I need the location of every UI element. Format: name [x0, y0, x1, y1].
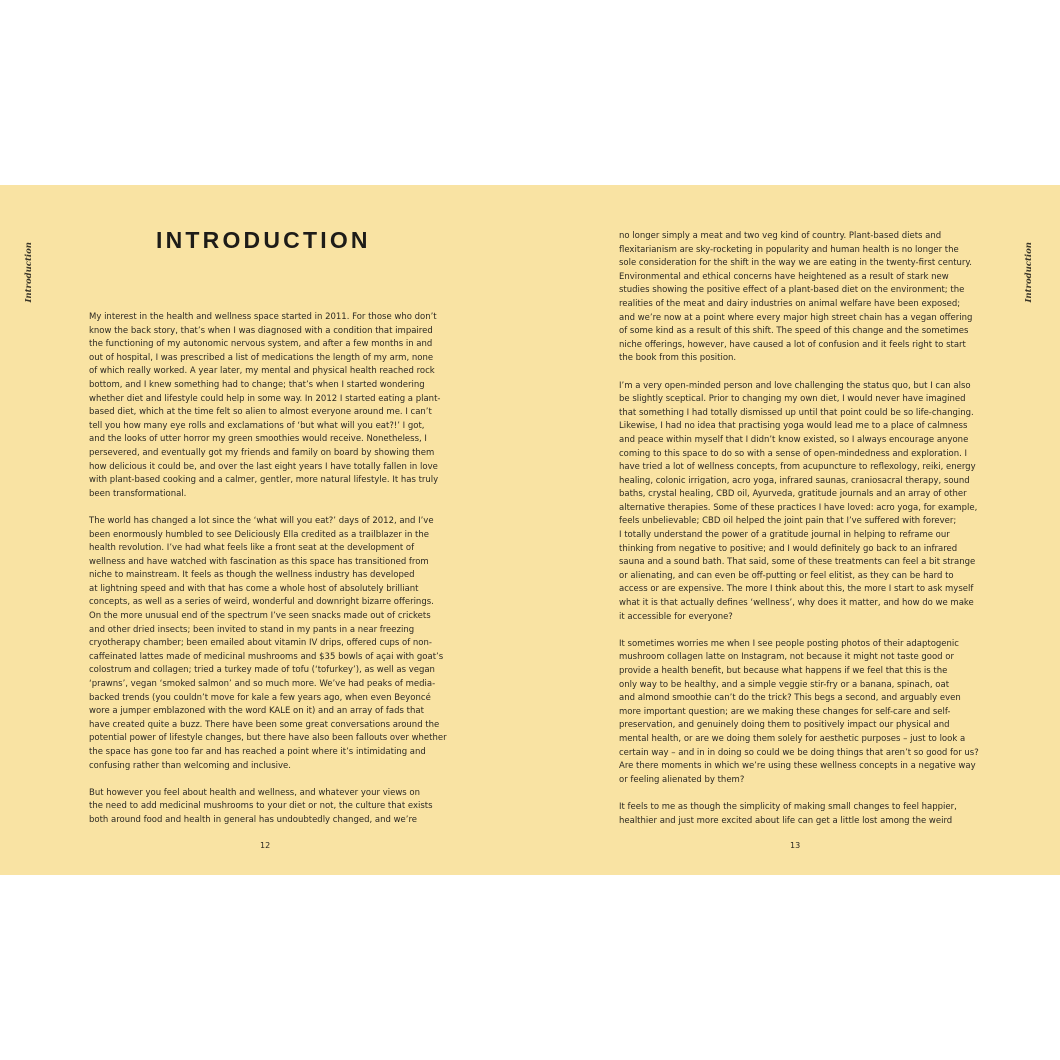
text-line: baths, crystal healing, CBD oil, Ayurveda, gratitude journals and an array of other [619, 489, 967, 500]
left-page-body [89, 311, 449, 841]
text-line: only way to be healthy, and a simple veggie stir-fry or a banana, spinach, oat [619, 679, 950, 690]
text-line: potential power of lifestyle changes, but there have also been fallouts over whether [89, 733, 447, 744]
text-line: have tried a lot of wellness concepts, from acupuncture to reflexology, reiki, energy [619, 462, 976, 473]
paragraph [619, 230, 979, 366]
text-line: ‘prawns’, vegan ‘smoked salmon’ and so much more. We’ve had peaks of media- [89, 679, 436, 690]
text-line: how delicious it could be, and over the last eight years I have totally fallen in love [89, 461, 438, 472]
text-line: Environmental and ethical concerns have heightened as a result of stark new [619, 271, 949, 282]
text-line: and other dried insects; been invited to stand in my pants in a near freezing [89, 624, 415, 635]
text-line: the space has gone too far and has reached a point where it’s intimidating and [89, 747, 426, 757]
text-line: preservation, and genuinely doing them to positively impact our physical and [619, 720, 950, 731]
text-line: and peace within myself that I didn’t know existed, so I always encourage anyone [619, 434, 969, 445]
text-line: realities of the meat and dairy industries on animal welfare have been exposed; [619, 298, 961, 309]
text-line: at lightning speed and with that has come a whole host of absolutely brilliant [89, 583, 419, 594]
text-line: wellness and have watched with fascination as this space has transitioned from [89, 556, 429, 567]
text-line: or feeling alienated by them? [619, 774, 745, 785]
text-line: or alienating, and can even be off-putting or feel elitist, as they can be hard to [619, 570, 954, 581]
page-number-right: 13 [790, 841, 801, 850]
text-line: wore a jumper emblazoned with the word KALE on it) and an array of fads that [89, 706, 424, 717]
text-line: studies showing the positive effect of a plant-based diet on the environment; the [619, 285, 965, 296]
text-line: feels unbelievable; CBD oil helped the joint pain that I’ve suffered with forever; [619, 516, 957, 527]
text-line: more important question; are we making these changes for self-care and self- [619, 706, 951, 717]
text-line: provide a health benefit, but because what happens if we feel that this is the [619, 666, 948, 676]
page-number-left: 12 [260, 841, 271, 850]
text-line: Likewise, I had no idea that practising yoga would lead me to a place of calmness [619, 421, 968, 432]
text-line: the book from this position. [619, 353, 737, 364]
text-line: what it is that actually defines ‘wellness’, why does it matter, and how do we make [619, 598, 974, 609]
text-line: backed trends (you couldn’t move for kale a few years ago, when even Beyoncé [89, 692, 431, 703]
paragraph [89, 311, 449, 501]
paragraph [89, 515, 449, 773]
text-line: whether diet and lifestyle could help in some way. In 2012 I started eating a plant- [89, 393, 441, 404]
text-line: But however you feel about health and wellness, and whatever your views on [89, 787, 420, 798]
running-head-left: Introduction [24, 242, 34, 303]
chapter-title: INTRODUCTION [156, 227, 371, 253]
text-line: I totally understand the power of a gratitude journal in helping to reframe our [619, 530, 950, 541]
text-line: of which really worked. A year later, my mental and physical health reached rock [89, 366, 435, 377]
text-line: colostrum and collagen; tried a turkey made of tofu (‘tofurkey’), as well as vegan [89, 665, 435, 676]
text-line: health revolution. I’ve had what feels like a front seat at the development of [89, 543, 415, 554]
text-line: and the looks of utter horror my green smoothies would receive. Nonetheless, I [89, 434, 427, 445]
text-line: been transformational. [89, 488, 187, 499]
text-line: no longer simply a meat and two veg kind of country. Plant-based diets and [619, 231, 942, 241]
paragraph [619, 638, 979, 788]
text-line: have created quite a buzz. There have been some great conversations around the [89, 719, 440, 730]
text-line: On the more unusual end of the spectrum I’ve seen snacks made out of crickets [89, 611, 431, 622]
text-line: My interest in the health and wellness space started in 2011. For those who don’t [89, 312, 437, 322]
running-head-right: Introduction [1024, 242, 1034, 303]
text-line: healthier and just more excited about life can get a little lost among the weird [619, 815, 953, 826]
text-line: the functioning of my autonomic nervous system, and after a few months in and [89, 339, 433, 350]
text-line: niche to mainstream. It feels as though the wellness industry has developed [89, 570, 415, 581]
text-line: out of hospital, I was prescribed a list of medications the length of my arm, none [89, 352, 434, 363]
text-line: of some kind as a result of this shift. The speed of this change and the sometimes [619, 326, 969, 337]
text-line: know the back story, that’s when I was diagnosed with a condition that impaired [89, 325, 433, 336]
text-line: mushroom collagen latte on Instagram, not because it might not taste good or [619, 652, 954, 663]
text-line: It feels to me as though the simplicity of making small changes to feel happier, [619, 801, 957, 812]
text-line: healing, colonic irrigation, acro yoga, infrared saunas, craniosacral therapy, sound [619, 475, 970, 486]
text-line: thinking from negative to positive; and I would definitely go back to an infrared [619, 543, 958, 554]
text-line: The world has changed a lot since the ‘what will you eat?’ days of 2012, and I’ve [89, 515, 434, 526]
text-line: it accessible for everyone? [619, 611, 733, 622]
paragraph [619, 380, 979, 625]
text-line: concepts, as well as a series of weird, wonderful and downright bizarre offerings. [89, 597, 434, 608]
text-line: based diet, which at the time felt so alien to almost everyone around me. I can’t [89, 407, 432, 418]
text-line: certain way – and in in doing so could we be doing things that aren’t so good for us? [619, 747, 979, 758]
text-line: sauna and a sound bath. That said, some of these treatments can feel a bit strange [619, 557, 976, 568]
text-line: caffeinated lattes made of medicinal mushrooms and $35 bowls of açai with goat’s [89, 651, 444, 662]
text-line: cryotherapy chamber; been emailed about vitamin IV drips, offered cups of non- [89, 638, 432, 649]
text-line: tell you how many eye rolls and exclamations of ‘but what will you eat?!’ I got, [89, 420, 425, 431]
paragraph [619, 801, 979, 828]
paragraph [89, 787, 449, 828]
text-line: coming to this space to do so with a sense of open-mindedness and exploration. I [619, 448, 968, 459]
text-line: that something I had totally dismissed up until that point could be so life-changing. [619, 407, 974, 418]
text-line: persevered, and eventually got my friends and family on board by showing them [89, 447, 435, 458]
text-line: be slightly sceptical. Prior to changing my own diet, I would never have imagined [619, 394, 966, 405]
text-line: alternative therapies. Some of these practices I have loved: acro yoga, for example, [619, 502, 978, 513]
text-line: confusing rather than welcoming and inclusive. [89, 760, 291, 771]
text-line: I’m a very open-minded person and love challenging the status quo, but I can also [619, 380, 971, 391]
text-line: sole consideration for the shift in the way we are eating in the twenty-first century. [619, 258, 972, 269]
text-line: bottom, and I knew something had to change; that’s when I started wondering [89, 379, 425, 390]
text-line: It sometimes worries me when I see people posting photos of their adaptogenic [619, 638, 959, 649]
text-line: mental health, or are we doing them solely for aesthetic purposes – just to look a [619, 733, 966, 744]
text-line: the need to add medicinal mushrooms to your diet or not, the culture that exists [89, 801, 433, 812]
text-line: niche offerings, however, have caused a lot of confusion and it feels right to start [619, 339, 966, 350]
text-line: flexitarianism are sky-rocketing in popularity and human health is no longer the [619, 244, 959, 255]
text-line: and we’re now at a point where every major high street chain has a vegan offering [619, 312, 973, 323]
text-line: both around food and health in general has undoubtedly changed, and we’re [89, 814, 417, 825]
text-line: been enormously humbled to see Deliciously Ella credited as a trailblazer in the [89, 529, 429, 540]
text-line: access or are expensive. The more I think about this, the more I start to ask myself [619, 584, 974, 595]
text-line: with plant-based cooking and a calmer, gentler, more natural lifestyle. It has truly [89, 475, 439, 486]
right-page-body [619, 230, 979, 842]
text-line: Are there moments in which we’re using these wellness concepts in a negative way [619, 761, 976, 772]
text-line: and almond smoothie can’t do the trick? This begs a second, and arguably even [619, 693, 961, 704]
